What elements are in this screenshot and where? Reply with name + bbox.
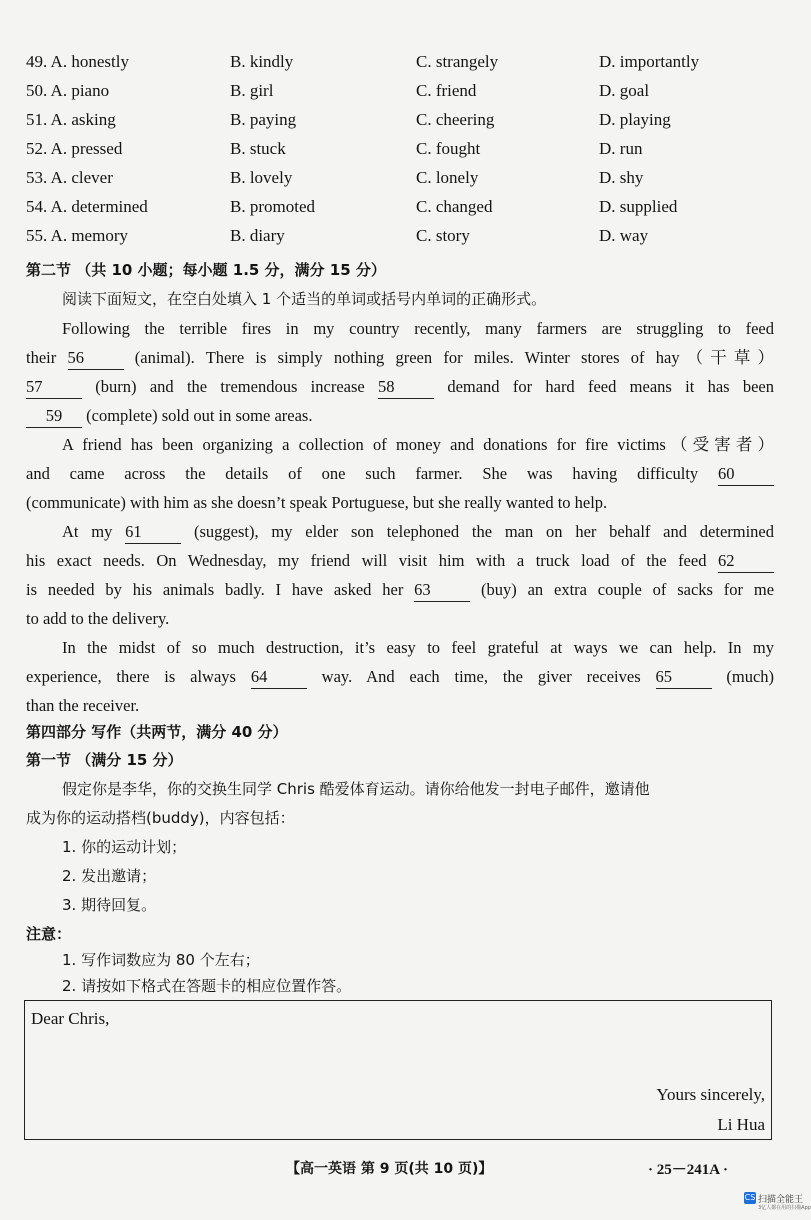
letter-greeting: Dear Chris,: [31, 1009, 110, 1028]
p1-line4: [26, 401, 774, 430]
p4-line1: In the midst of so much destruction, it’s easy to feel grateful at ways we can help. In my: [62, 638, 774, 657]
section2-instruction: 阅读下面短文，在空白处填入 1 个适当的单词或括号内单词的正确形式。: [62, 290, 547, 308]
blank-64[interactable]: 64: [251, 666, 307, 689]
text: experience, there is always: [26, 667, 236, 686]
option-b: B. stuck: [230, 139, 286, 158]
option-b: B. kindly: [230, 52, 294, 71]
option-row: [26, 197, 776, 226]
option-a: 52. A. pressed: [26, 139, 123, 158]
content-item-3: 3. 期待回复。: [62, 896, 157, 914]
option-b: B. promoted: [230, 197, 315, 216]
p1-line2: [26, 343, 774, 372]
p3-line1: [62, 517, 774, 546]
blank-56[interactable]: 56: [68, 347, 124, 370]
text: (buy) an extra couple of sacks for me: [481, 580, 775, 599]
content-item-2: 2. 发出邀请；: [62, 867, 157, 885]
blank-65[interactable]: 65: [656, 666, 712, 689]
option-b: B. paying: [230, 110, 297, 129]
blank-58[interactable]: 58: [378, 376, 434, 399]
blank-60[interactable]: 60: [718, 463, 774, 486]
option-row: [26, 110, 776, 139]
blank-61[interactable]: 61: [125, 521, 181, 544]
option-row: [26, 81, 776, 110]
option-b: B. girl: [230, 81, 274, 100]
option-c: C. friend: [416, 81, 477, 100]
text: their: [26, 348, 57, 367]
part4-heading: 第四部分 写作（共两节，满分 40 分）: [26, 723, 288, 741]
scanner-name: 扫描全能王: [758, 1195, 804, 1205]
option-c: C. cheering: [416, 110, 495, 129]
option-c: C. lonely: [416, 168, 479, 187]
part4-section1: 第一节 （满分 15 分）: [26, 751, 183, 769]
p2-line3: (communicate) with him as she doesn’t speak Portuguese, but she really wanted to help.: [26, 493, 608, 512]
option-a: 50. A. piano: [26, 81, 110, 100]
option-d: D. importantly: [599, 52, 700, 71]
option-a: 55. A. memory: [26, 226, 128, 245]
p4-line2: [26, 662, 774, 691]
content-item-1: 1. 你的运动计划；: [62, 838, 187, 856]
note-2: 2. 请按如下格式在答题卡的相应位置作答。: [62, 977, 352, 995]
p4-line3: than the receiver.: [26, 696, 140, 715]
option-b: B. diary: [230, 226, 285, 245]
footer-page-info: 【高一英语 第 9 页(共 10 页)】: [286, 1161, 493, 1177]
text: (burn) and the tremendous increase: [95, 377, 365, 396]
text: way. And each time, the giver receives: [321, 667, 641, 686]
scanner-watermark: [744, 1192, 811, 1216]
option-row: [26, 226, 776, 255]
text: (animal). There is simply nothing green for miles. Winter stores of hay（干草）: [134, 348, 775, 367]
option-d: D. supplied: [599, 197, 678, 216]
option-row: [26, 52, 776, 81]
option-c: C. story: [416, 226, 470, 245]
text: (much): [726, 667, 775, 686]
option-a: 54. A. determined: [26, 197, 148, 216]
scanner-sub: 3亿人都在用的扫描App: [758, 1205, 811, 1211]
option-a: 49. A. honestly: [26, 52, 129, 71]
blank-59[interactable]: 59: [26, 405, 82, 428]
text: is needed by his animals badly. I have asked her: [26, 580, 404, 599]
answer-box[interactable]: [24, 1000, 772, 1140]
text: (complete) sold out in some areas.: [86, 406, 313, 425]
option-d: D. way: [599, 226, 649, 245]
letter-closing: Yours sincerely,: [656, 1085, 765, 1104]
note-label: 注意：: [26, 925, 72, 943]
footer-code: · 25－241A ·: [648, 1162, 729, 1178]
text: At my: [62, 522, 113, 541]
option-c: C. changed: [416, 197, 493, 216]
blank-62[interactable]: 62: [718, 550, 774, 573]
p3-line2: [26, 546, 774, 575]
p1-line3: [26, 372, 774, 401]
blank-63[interactable]: 63: [414, 579, 470, 602]
option-row: [26, 168, 776, 197]
option-row: [26, 139, 776, 168]
blank-57[interactable]: 57: [26, 376, 82, 399]
option-a: 51. A. asking: [26, 110, 116, 129]
option-c: C. fought: [416, 139, 481, 158]
option-d: D. playing: [599, 110, 671, 129]
p3-line3: [26, 575, 774, 604]
p2-line2: [26, 459, 774, 488]
text: (suggest), my elder son telephoned the man on her behalf and determined: [193, 522, 775, 541]
option-d: D. run: [599, 139, 643, 158]
text: demand for hard feed means it has been: [447, 377, 775, 396]
p2-line1: A friend has been organizing a collection of money and donations for fire victims（受害者）: [62, 435, 774, 454]
note-1: 1. 写作词数应为 80 个左右；: [62, 951, 260, 969]
p1-line1: Following the terrible fires in my country recently, many farmers are struggling to feed: [62, 319, 774, 338]
prompt-line1: 假定你是李华，你的交换生同学 Chris 酷爱体育运动。请你给他发一封电子邮件，邀请他: [62, 780, 650, 798]
text: his exact needs. On Wednesday, my friend will visit him with a truck load of the feed: [26, 551, 707, 570]
p3-line4: to add to the delivery.: [26, 609, 170, 628]
letter-signature: Li Hua: [717, 1115, 765, 1134]
option-b: B. lovely: [230, 168, 293, 187]
option-d: D. shy: [599, 168, 644, 187]
scanner-logo-icon: CS: [744, 1193, 756, 1202]
options-table: [26, 52, 776, 255]
option-d: D. goal: [599, 81, 650, 100]
option-c: C. strangely: [416, 52, 499, 71]
section2-heading: 第二节 （共 10 小题；每小题 1.5 分，满分 15 分）: [26, 261, 386, 279]
prompt-line2: 成为你的运动搭档(buddy)，内容包括：: [26, 809, 295, 827]
option-a: 53. A. clever: [26, 168, 113, 187]
text: and came across the details of one such farmer. She was having difficulty: [26, 464, 699, 483]
